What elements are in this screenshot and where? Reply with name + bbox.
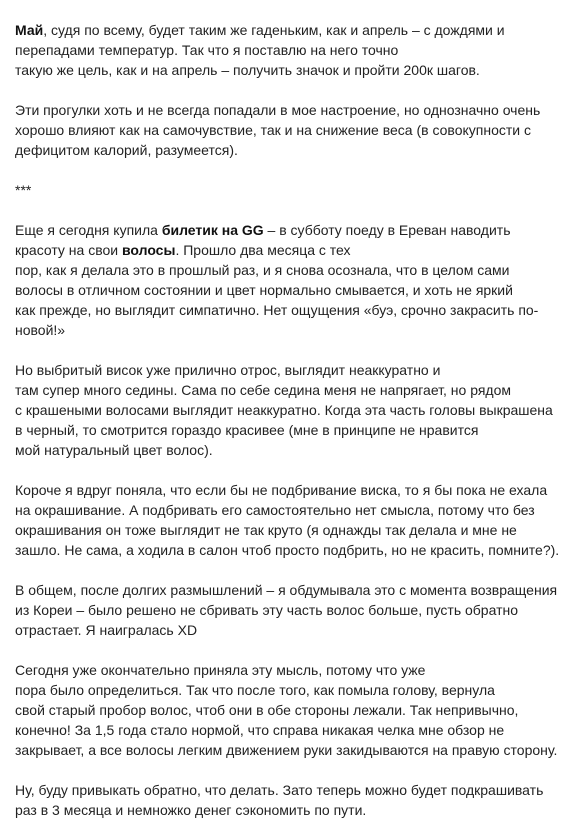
text-segment: из Кореи – было решено не сбривать эту часть волос больше, пусть обратно <box>15 602 519 618</box>
text-line <box>15 300 570 320</box>
text-segment: новой!» <box>15 322 66 338</box>
text-segment: Еще я сегодня купила <box>15 222 162 238</box>
text-segment: Эти прогулки хоть и не всегда попадали в мое настроение, но однозначно очень <box>15 102 541 118</box>
text-segment: . Прошло два месяца с тех <box>175 242 351 258</box>
text-line <box>15 260 570 280</box>
text-line <box>15 220 570 240</box>
text-line <box>15 580 570 600</box>
text-segment: такую же цель, как и на апрель – получить значок и пройти 200к шагов. <box>15 62 480 78</box>
text-line <box>15 480 570 500</box>
text-segment: красоту на свои <box>15 242 122 258</box>
text-segment: окрашивания он тоже выглядит не так круто (я однажды так делала и мне не <box>15 522 517 538</box>
text-line <box>15 720 570 740</box>
text-segment: – в субботу поеду в Ереван наводить <box>263 222 511 238</box>
text-line <box>15 660 570 680</box>
text-segment: там супер много седины. Сама по себе седина меня не напрягает, но рядом <box>15 382 511 398</box>
text-line <box>15 100 570 120</box>
text-line <box>15 400 570 420</box>
bold-text: волосы <box>121 242 176 258</box>
text-line <box>15 780 570 800</box>
text-segment: мой натуральный цвет волос). <box>15 442 213 458</box>
text-line <box>15 600 570 620</box>
text-segment: Короче я вдруг поняла, что если бы не подбривание виска, то я бы пока не ехала <box>15 482 548 498</box>
text-line <box>15 740 570 760</box>
bold-text: билетик на GG <box>161 222 264 238</box>
text-segment: хорошо влияют как на самочувствие, так и на снижение веса (в совокупности с <box>15 122 531 138</box>
paragraph <box>15 660 570 760</box>
text-line <box>15 320 570 340</box>
text-line <box>15 540 570 560</box>
text-segment: с крашеными волосами выглядит неаккуратно. Когда эта часть головы выкрашена <box>15 402 553 418</box>
paragraph <box>15 480 570 560</box>
text-segment: Сегодня уже окончательно приняла эту мысль, потому что уже <box>15 662 426 678</box>
text-segment: раз в 3 месяца и немножко денег сэкономить по пути. <box>15 802 367 818</box>
text-segment: пор, как я делала это в прошлый раз, и я снова осознала, что в целом сами <box>15 262 510 278</box>
bold-text: Май <box>15 22 44 38</box>
paragraph <box>15 580 570 640</box>
text-line <box>15 40 570 60</box>
text-line <box>15 680 570 700</box>
text-line <box>15 280 570 300</box>
text-segment: отрастает. Я наигралась XD <box>15 622 198 638</box>
text-line <box>15 440 570 460</box>
paragraph <box>15 180 570 200</box>
text-line <box>15 120 570 140</box>
text-line <box>15 140 570 160</box>
text-line <box>15 60 570 80</box>
text-segment: Ну, буду привыкать обратно, что делать. Зато теперь можно будет подкрашивать <box>15 782 544 798</box>
paragraph <box>15 360 570 460</box>
text-segment: свой старый пробор волос, чтоб они в обе стороны лежали. Так непривычно, <box>15 702 519 718</box>
paragraph <box>15 100 570 160</box>
text-segment: , судя по всему, будет таким же гаденьким, как и апрель – с дождями и <box>43 22 505 38</box>
text-segment: закрывает, а все волосы легким движением руки закидываются на правую сторону. <box>15 742 558 758</box>
text-segment: дефицитом калорий, разумеется). <box>15 142 238 158</box>
text-segment: пора было определиться. Так что после того, как помыла голову, вернула <box>15 682 495 698</box>
text-line <box>15 520 570 540</box>
paragraph <box>15 220 570 340</box>
text-segment: *** <box>15 182 32 198</box>
text-line <box>15 180 570 200</box>
text-line <box>15 700 570 720</box>
text-line <box>15 800 570 820</box>
text-segment: на окрашивание. А подбривать его самостоятельно нет смысла, потому что без <box>15 502 535 518</box>
text-segment: В общем, после долгих размышлений – я обдумывала это с момента возвращения <box>15 582 558 598</box>
text-segment: волосы в отличном состоянии и цвет нормально смывается, и хоть не яркий <box>15 282 513 298</box>
blog-post-body <box>15 20 570 840</box>
text-line <box>15 240 570 260</box>
text-segment: перепадами температур. Так что я поставлю на него точно <box>15 42 399 58</box>
text-segment: как прежде, но выглядит симпатично. Нет ощущения «буэ, срочно закрасить по- <box>15 302 539 318</box>
text-segment: Но выбритый висок уже прилично отрос, выглядит неаккуратно и <box>15 362 441 378</box>
text-segment: зашло. Не сама, а ходила в салон чтоб просто подбрить, но не красить, помните?). <box>15 542 560 558</box>
paragraph <box>15 780 570 820</box>
text-line <box>15 360 570 380</box>
text-segment: в черный, то смотрится гораздо красивее (мне в принципе не нравится <box>15 422 479 438</box>
text-line <box>15 500 570 520</box>
text-line <box>15 420 570 440</box>
text-segment: конечно! За 1,5 года стало нормой, что справа никакая челка мне обзор не <box>15 722 505 738</box>
text-line <box>15 380 570 400</box>
paragraph <box>15 20 570 80</box>
text-line <box>15 20 570 40</box>
text-line <box>15 620 570 640</box>
